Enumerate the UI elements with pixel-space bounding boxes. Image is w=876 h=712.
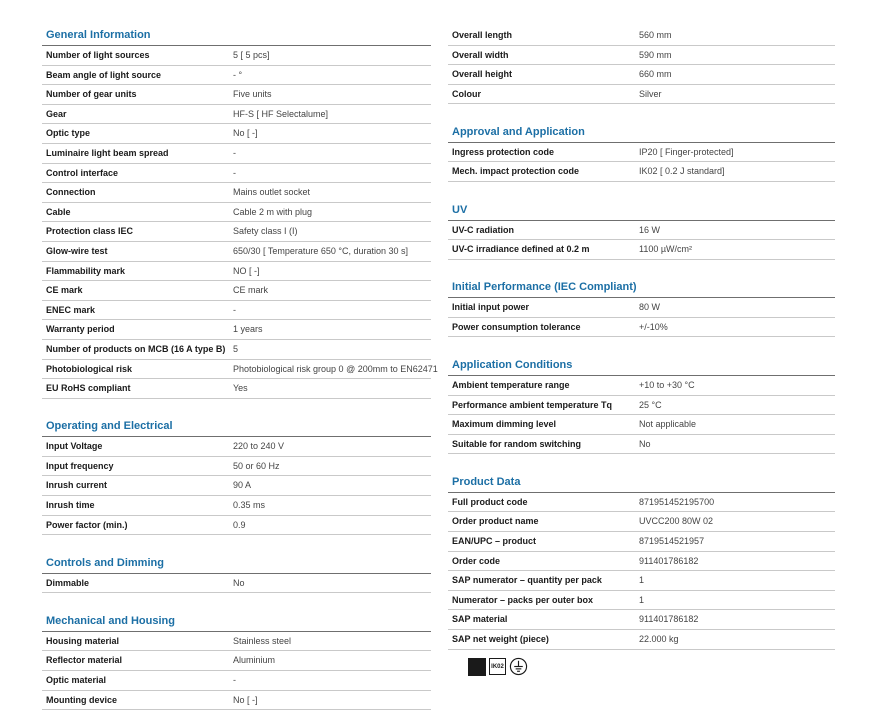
spec-label: Warranty period — [46, 324, 115, 335]
spec-label: Overall length — [452, 30, 513, 40]
spec-value: - — [233, 167, 236, 178]
spec-row — [448, 162, 835, 182]
spec-value: 220 to 240 V — [233, 441, 285, 452]
spec-row — [42, 66, 431, 86]
spec-label: SAP material — [452, 614, 508, 625]
spec-value: 1 — [639, 575, 645, 586]
spec-row — [448, 591, 835, 611]
spec-row — [448, 532, 835, 552]
spec-value: 650/30 [ Temperature 650 °C, duration 30 s] — [233, 245, 409, 256]
section-gap — [42, 535, 431, 554]
spec-row — [448, 415, 835, 435]
spec-label: ENEC mark — [46, 304, 96, 315]
spec-value: Not applicable — [639, 419, 697, 430]
section-title: Controls and Dimming — [42, 554, 431, 574]
spec-row — [42, 340, 431, 360]
spec-label: Mounting device — [46, 694, 118, 705]
spec-value: - — [233, 304, 236, 315]
section-gap — [448, 337, 835, 356]
spec-value: Silver — [639, 88, 662, 99]
spec-value: 1 — [639, 594, 645, 605]
spec-row — [448, 571, 835, 591]
spec-value: 8719514521957 — [639, 536, 705, 546]
section-title: Approval and Application — [448, 123, 835, 143]
spec-row — [448, 552, 835, 572]
spec-row — [42, 476, 431, 496]
section-title: General Information — [42, 26, 431, 46]
spec-label: EU RoHS compliant — [46, 383, 131, 394]
section-controls-and-dimming — [42, 554, 431, 594]
spec-value: - — [233, 147, 236, 158]
spec-row — [42, 85, 431, 105]
spec-value: CE mark — [233, 285, 269, 296]
spec-value: Cable 2 m with plug — [233, 206, 313, 217]
section-title: Operating and Electrical — [42, 417, 431, 437]
spec-row — [42, 242, 431, 262]
spec-value: No — [233, 577, 245, 588]
spec-label: Photobiological risk — [46, 363, 133, 374]
spec-value: 22.000 kg — [639, 633, 679, 644]
spec-label: Connection — [46, 187, 96, 198]
spec-row — [42, 301, 431, 321]
spec-row — [42, 222, 431, 242]
section-title: Initial Performance (IEC Compliant) — [448, 278, 835, 298]
section-gap — [448, 104, 835, 123]
spec-value: 5 — [233, 343, 239, 354]
right-column — [448, 26, 835, 650]
spec-label: Mech. impact protection code — [452, 166, 580, 177]
spec-value: 871951452195700 — [639, 496, 715, 507]
spec-value: No — [639, 438, 651, 449]
spec-row — [448, 85, 835, 105]
spec-value: - ° — [233, 69, 243, 80]
spec-value: IP20 [ Finger-protected] — [639, 146, 734, 157]
section-initial-performance-iec-compliant — [448, 278, 835, 337]
spec-value: 50 or 60 Hz — [233, 460, 280, 471]
spec-label: Maximum dimming level — [452, 419, 557, 430]
spec-value: Five units — [233, 89, 272, 100]
section-dimensions — [448, 26, 835, 104]
spec-value: 590 mm — [639, 49, 672, 60]
spec-row — [42, 144, 431, 164]
spec-row — [448, 630, 835, 650]
spec-label: Protection class IEC — [46, 226, 134, 237]
spec-row — [42, 457, 431, 477]
spec-label: UV-C irradiance defined at 0.2 m — [452, 244, 590, 255]
section-gap — [448, 454, 835, 473]
spec-value: 1100 µW/cm² — [639, 244, 693, 255]
spec-row — [448, 318, 835, 338]
spec-value: +10 to +30 °C — [639, 379, 695, 390]
section-operating-and-electrical — [42, 417, 431, 535]
spec-value: No [ -] — [233, 128, 258, 139]
spec-value: IK02 [ 0.2 J standard] — [639, 166, 725, 177]
spec-value: Stainless steel — [233, 635, 292, 646]
spec-row — [448, 298, 835, 318]
spec-value: NO [ -] — [233, 265, 260, 276]
spec-value: 560 mm — [639, 30, 672, 40]
spec-value: 90 A — [233, 480, 252, 491]
spec-label: Number of gear units — [46, 89, 137, 100]
section-gap — [42, 399, 431, 418]
spec-label: Input frequency — [46, 460, 114, 471]
spec-label: Beam angle of light source — [46, 69, 162, 80]
spec-value: 0.9 — [233, 519, 246, 530]
spec-label: Reflector material — [46, 655, 123, 666]
certification-icons — [468, 657, 528, 676]
spec-row — [42, 203, 431, 223]
spec-value: UVCC200 80W 02 — [639, 516, 714, 527]
spec-label: Full product code — [452, 496, 528, 507]
spec-row — [42, 281, 431, 301]
spec-row — [42, 105, 431, 125]
spec-value: 0.35 ms — [233, 499, 266, 510]
spec-label: Colour — [452, 88, 481, 99]
spec-row — [448, 376, 835, 396]
spec-value: Mains outlet socket — [233, 187, 311, 198]
spec-label: Optic type — [46, 128, 91, 139]
spec-row — [448, 610, 835, 630]
section-mechanical-and-housing — [42, 612, 431, 710]
spec-row — [42, 516, 431, 536]
spec-value: HF-S [ HF Selectalume] — [233, 108, 329, 119]
spec-row — [42, 320, 431, 340]
spec-value: 16 W — [639, 224, 661, 235]
spec-label: UV-C radiation — [452, 224, 515, 235]
protective-earth-icon — [509, 657, 528, 676]
section-title: Mechanical and Housing — [42, 612, 431, 632]
spec-label: Flammability mark — [46, 265, 126, 276]
section-general-information — [42, 26, 438, 399]
spec-label: SAP net weight (piece) — [452, 633, 549, 644]
spec-row — [448, 46, 835, 66]
section-gap — [42, 593, 431, 612]
spec-value: 911401786182 — [639, 614, 699, 625]
spec-row — [42, 437, 431, 457]
spec-row — [448, 143, 835, 163]
spec-row — [448, 221, 835, 241]
section-gap — [448, 182, 835, 201]
spec-row — [42, 496, 431, 516]
spec-row — [42, 651, 431, 671]
spec-label: Input Voltage — [46, 441, 103, 452]
spec-value: Photobiological risk group 0 @ 200mm to EN62471 — [233, 363, 438, 374]
spec-label: Gear — [46, 108, 67, 119]
spec-label: Overall width — [452, 49, 509, 60]
spec-row — [42, 164, 431, 184]
spec-label: Housing material — [46, 635, 120, 646]
spec-value: 80 W — [639, 302, 661, 313]
spec-label: EAN/UPC – product — [452, 536, 537, 546]
spec-value: 25 °C — [639, 399, 662, 410]
spec-label: Order code — [452, 555, 501, 566]
section-approval-and-application — [448, 123, 835, 182]
spec-label: Inrush current — [46, 480, 108, 491]
spec-row — [448, 512, 835, 532]
spec-row — [42, 124, 431, 144]
spec-label: Order product name — [452, 516, 539, 527]
section-title: Product Data — [448, 473, 835, 493]
spec-row — [42, 379, 431, 399]
spec-label: CE mark — [46, 285, 83, 296]
spec-value: Aluminium — [233, 655, 276, 666]
spec-label: Optic material — [46, 674, 107, 685]
spec-label: Power factor (min.) — [46, 519, 128, 530]
spec-value: 660 mm — [639, 69, 672, 80]
spec-row — [42, 671, 431, 691]
spec-row — [448, 396, 835, 416]
section-title: UV — [448, 201, 835, 221]
spec-label: SAP numerator – quantity per pack — [452, 575, 602, 586]
spec-value: +/-10% — [639, 321, 668, 332]
spec-label: Performance ambient temperature Tq — [452, 399, 613, 410]
spec-row — [448, 240, 835, 260]
spec-label: Control interface — [46, 167, 119, 178]
spec-label: Number of products on MCB (16 A type B) — [46, 343, 226, 354]
spec-label: Inrush time — [46, 499, 95, 510]
spec-row — [448, 435, 835, 455]
spec-row — [42, 574, 431, 594]
spec-label: Luminaire light beam spread — [46, 147, 169, 158]
section-application-conditions — [448, 356, 835, 454]
section-gap — [448, 260, 835, 279]
spec-label: Suitable for random switching — [452, 438, 582, 449]
section-uv — [448, 201, 835, 260]
spec-row — [448, 493, 835, 513]
spec-label: Overall height — [452, 69, 513, 80]
spec-row — [42, 262, 431, 282]
section-title: Application Conditions — [448, 356, 835, 376]
spec-value: 1 years — [233, 324, 263, 335]
spec-label: Dimmable — [46, 577, 90, 588]
spec-label: Ingress protection code — [452, 146, 555, 157]
spec-label: Initial input power — [452, 302, 529, 313]
spec-label: Number of light sources — [46, 50, 150, 60]
spec-label: Numerator – packs per outer box — [452, 594, 594, 605]
spec-row — [42, 632, 431, 652]
spec-value: - — [233, 674, 236, 685]
spec-row — [448, 65, 835, 85]
spec-label: Power consumption tolerance — [452, 321, 581, 332]
black-square-icon — [468, 658, 486, 676]
ik02-icon: IK02 — [489, 658, 506, 675]
spec-label: Glow-wire test — [46, 245, 108, 256]
spec-value: 911401786182 — [639, 555, 699, 566]
spec-value: No [ -] — [233, 694, 258, 705]
spec-row — [42, 183, 431, 203]
spec-value: 5 [ 5 pcs] — [233, 50, 270, 60]
spec-row — [42, 46, 431, 66]
spec-label: Ambient temperature range — [452, 379, 570, 390]
spec-row — [42, 691, 431, 711]
spec-label: Cable — [46, 206, 71, 217]
left-column — [42, 26, 438, 710]
spec-row — [448, 26, 835, 46]
spec-value: Safety class I (I) — [233, 226, 298, 237]
spec-row — [42, 360, 438, 380]
section-product-data — [448, 473, 835, 650]
spec-value: Yes — [233, 383, 248, 394]
